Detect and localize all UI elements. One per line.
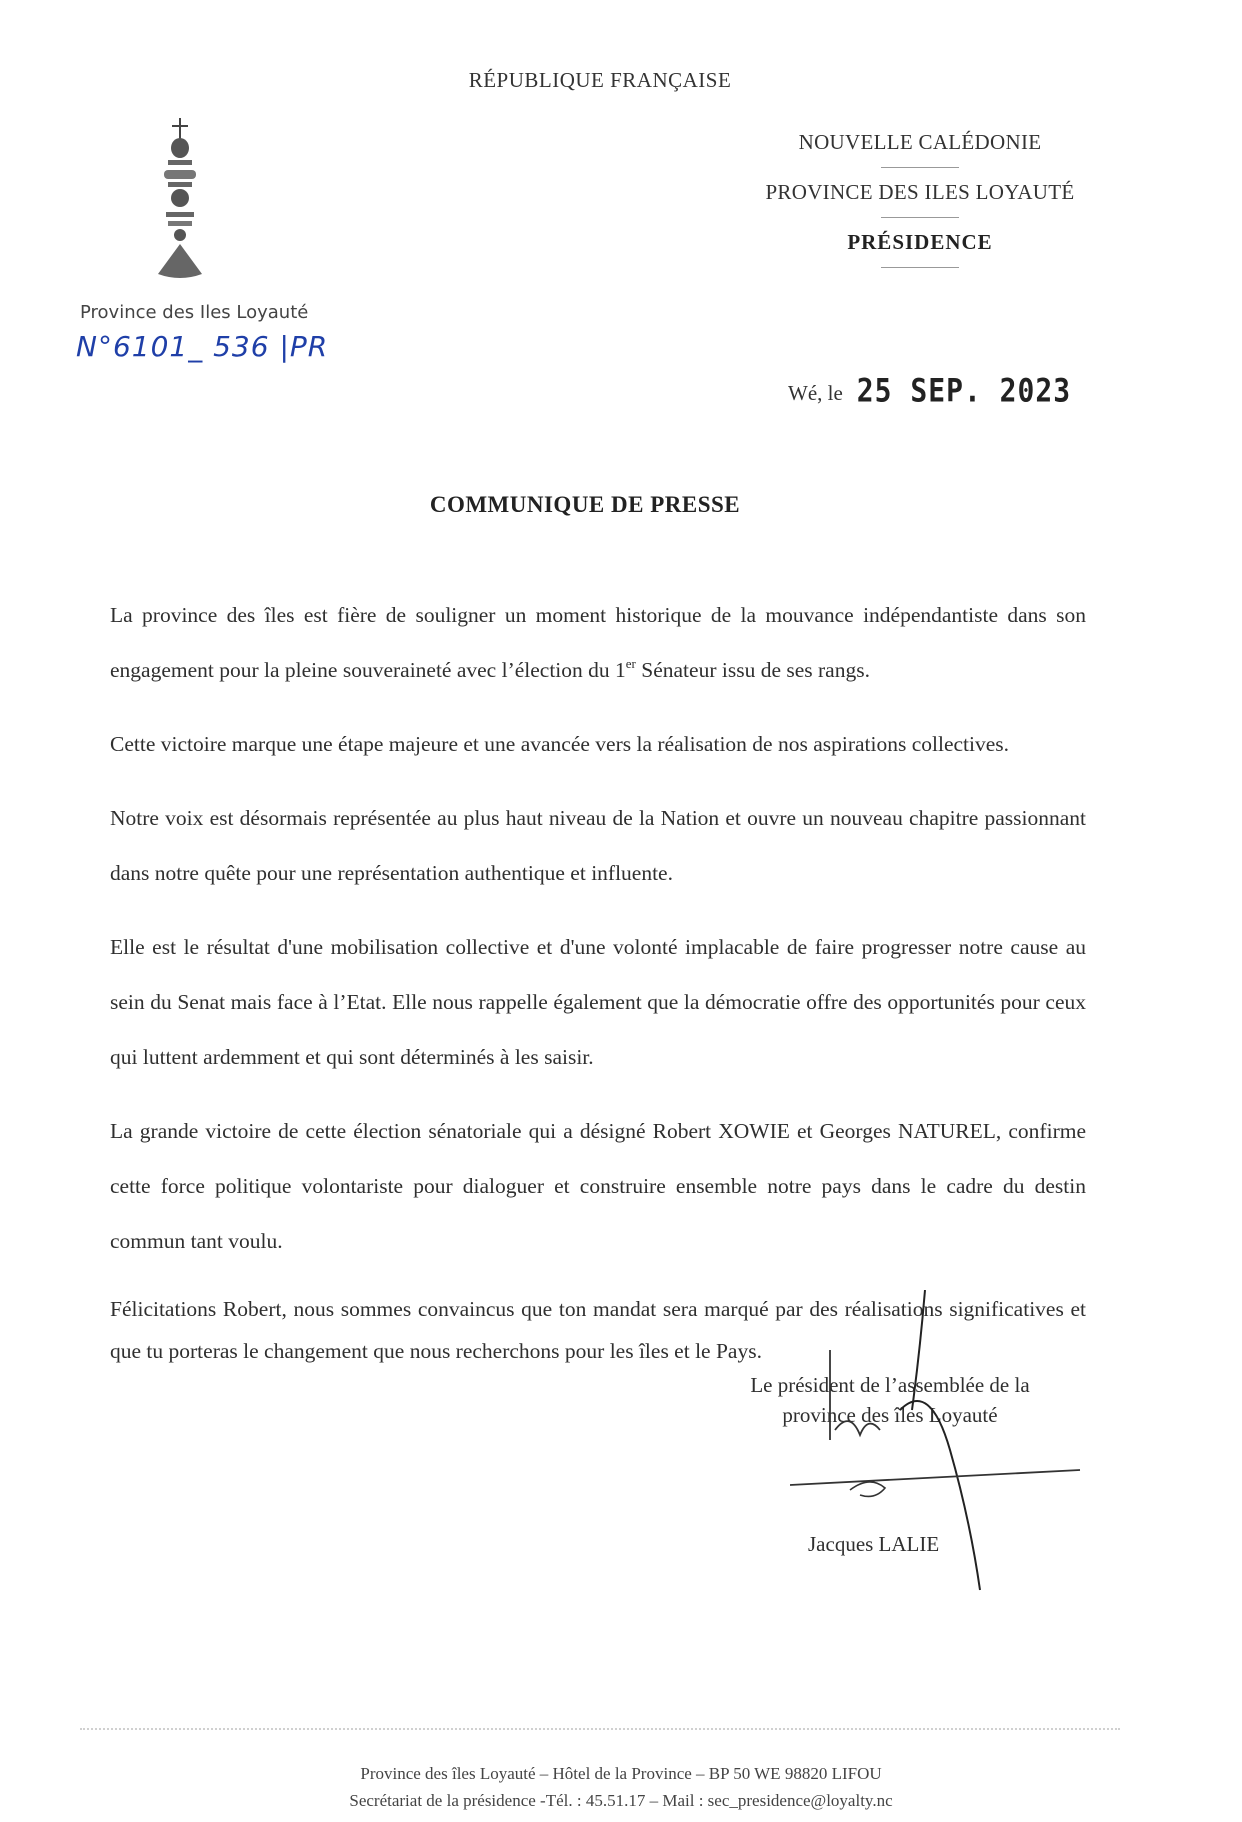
footer-contact: Secrétariat de la présidence -Tél. : 45.51.17 – Mail : sec_presidence@loyalty.nc xyxy=(349,1791,893,1810)
issuer-block xyxy=(740,130,1100,280)
paragraph: Félicitations Robert, nous sommes convaincus que ton mandat sera marqué par des réalisations significatives et que tu porteras le changement que nous recherchons pour les îles et le Pays. xyxy=(110,1297,1086,1363)
paragraph-text: Sénateur issu de ses rangs. xyxy=(635,658,870,682)
signatory-name: Jacques LALIE xyxy=(808,1532,940,1556)
paragraph: La grande victoire de cette élection sénatoriale qui a désigné Robert XOWIE et Georges NATUREL, confirme cette force politique volontariste pour dialoguer et construire ensemble notre pays dans le cadre du destin commun tant voulu. xyxy=(110,1119,1086,1253)
paragraph-text: La province des îles est fière de souligner un moment historique de la mouvance indépendantiste dans son engagement pour la pleine souveraineté avec l’élection du 1 xyxy=(110,603,1086,682)
divider xyxy=(881,167,959,168)
ordinal-superscript: er xyxy=(625,656,636,671)
republic-heading: RÉPUBLIQUE FRANÇAISE xyxy=(468,68,732,92)
press-release-body xyxy=(110,588,1086,1391)
footer-address: Province des îles Loyauté – Hôtel de la Province – BP 50 WE 98820 LIFOU xyxy=(360,1764,882,1783)
territory-name: NOUVELLE CALÉDONIE xyxy=(798,130,1042,154)
date-line xyxy=(788,371,1072,410)
paragraph xyxy=(110,588,1086,698)
divider xyxy=(881,267,959,268)
date-stamp: 25 SEP. 2023 xyxy=(856,371,1072,410)
office-name: PRÉSIDENCE xyxy=(847,230,993,254)
divider xyxy=(881,217,959,218)
signatory-title-line: province des îles Loyauté xyxy=(782,1403,998,1427)
paragraph: Notre voix est désormais représentée au plus haut niveau de la Nation et ouvre un nouveau chapitre passionnant dans notre quête pour une représentation authentique et influente. xyxy=(110,806,1086,885)
paragraph: Cette victoire marque une étape majeure et une avancée vers la réalisation de nos aspirations collectives. xyxy=(110,732,1010,756)
signatory-title-line: Le président de l’assemblée de la xyxy=(750,1373,1030,1397)
date-prefix: Wé, le xyxy=(788,381,843,405)
logo-caption: Province des Iles Loyauté xyxy=(80,302,309,323)
handwritten-signature xyxy=(790,1290,1090,1610)
province-emblem-icon xyxy=(150,118,260,288)
document-title: COMMUNIQUE DE PRESSE xyxy=(429,492,741,517)
footer xyxy=(0,1760,1242,1814)
footer-divider xyxy=(80,1728,1120,1730)
province-name: PROVINCE DES ILES LOYAUTÉ xyxy=(765,180,1075,204)
paragraph: Elle est le résultat d'une mobilisation collective et d'une volonté implacable de faire progresser notre cause au sein du Senat mais face à l’Etat. Elle nous rappelle également que la démocratie offre des opportunités pour ceux qui luttent ardemment et qui sont déterminés à les saisir. xyxy=(110,935,1086,1069)
handwritten-reference-number: N°6101_ 536 |PR xyxy=(76,330,329,363)
